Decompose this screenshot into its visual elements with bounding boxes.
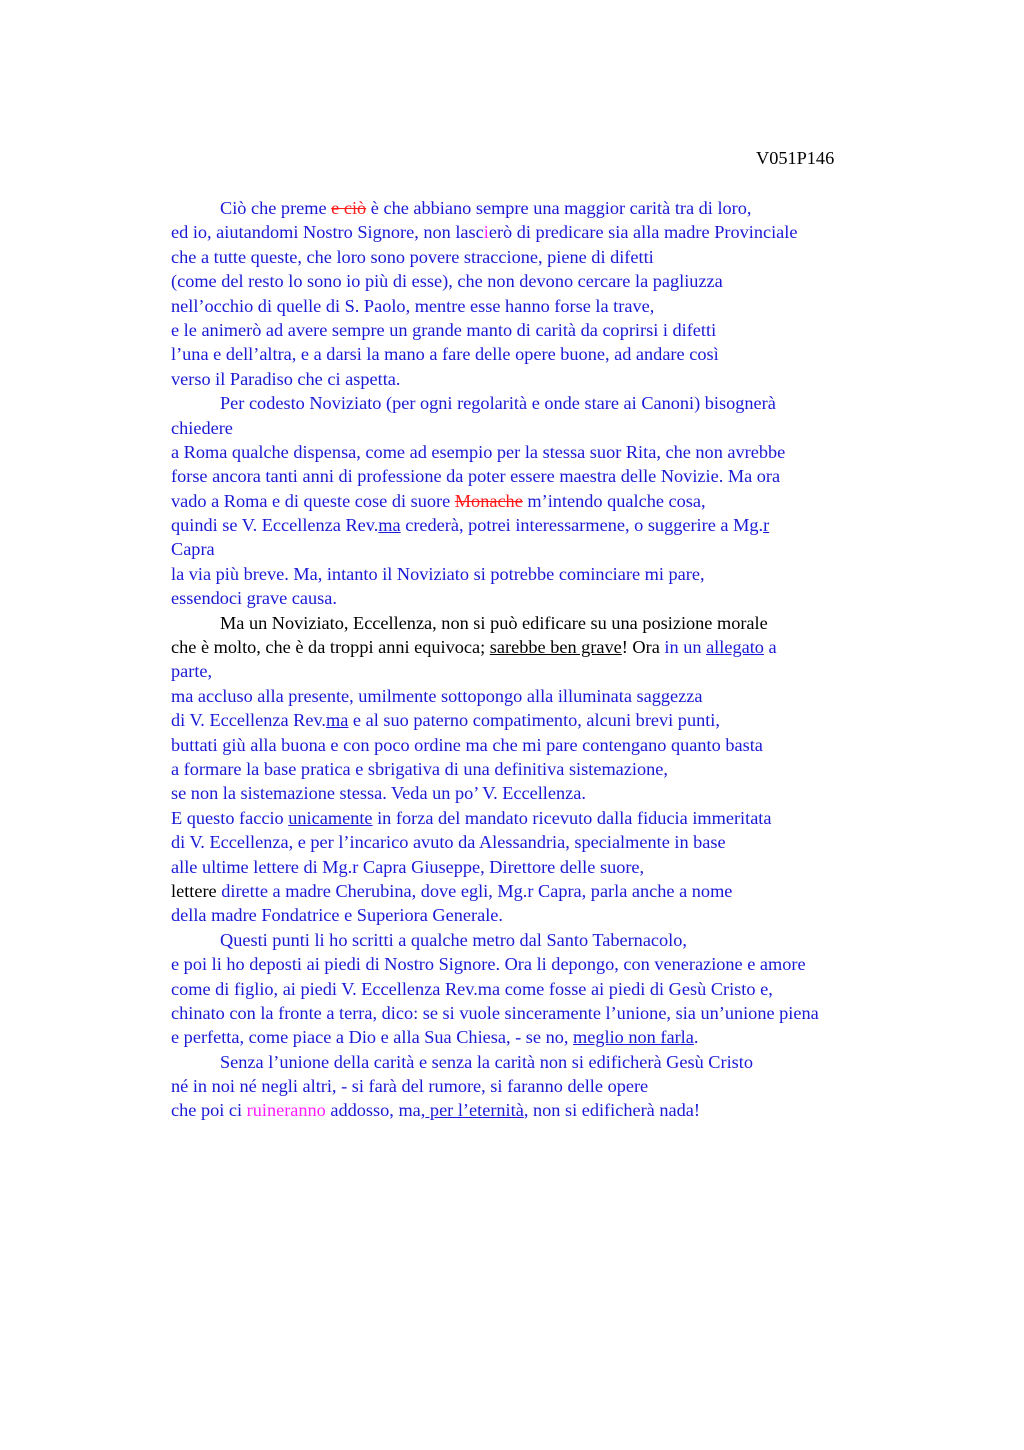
page-id: V051P146 — [756, 148, 835, 168]
underlined-text: ma — [378, 515, 401, 536]
text-line: la via più breve. Ma, intanto il Noviziato si potrebbe cominciare mi pare, — [171, 563, 705, 584]
text-line: Ma un Noviziato, Eccellenza, non si può edificare su una posizione morale — [220, 612, 768, 633]
text-line: nell’occhio di quelle di S. Paolo, mentre esse hanno forse la trave, — [171, 295, 655, 316]
text-line: Questi punti li ho scritti a qualche metro dal Santo Tabernacolo, — [220, 929, 687, 950]
text-line: Senza l’unione della carità e senza la carità non si edificherà Gesù Cristo — [220, 1051, 753, 1072]
deleted-text: Monache — [454, 490, 523, 511]
text-line: che è molto, che è da troppi anni equivoca; sarebbe ben grave! Ora in un allegato a — [171, 637, 777, 658]
text-line: ma accluso alla presente, umilmente sottopongo alla illuminata saggezza — [171, 685, 703, 706]
text-line: come di figlio, ai piedi V. Eccellenza Rev.ma come fosse ai piedi di Gesù Cristo e, — [171, 978, 773, 999]
text-line: essendoci grave causa. — [171, 588, 337, 609]
text-line: Capra — [171, 539, 215, 560]
text-line: Per codesto Noviziato (per ogni regolarità e onde stare ai Canoni) bisognerà — [220, 393, 776, 414]
text-line: verso il Paradiso che ci aspetta. — [171, 368, 401, 389]
text-line: né in noi né negli altri, - si farà del rumore, si faranno delle opere — [171, 1076, 649, 1097]
text-line: Ciò che preme e ciò è che abbiano sempre una maggior carità tra di loro, — [220, 198, 752, 218]
text-line: forse ancora tanti anni di professione da poter essere maestra delle Novizie. Ma ora — [171, 466, 781, 487]
underlined-text: unicamente — [288, 807, 373, 828]
text-line: che a tutte queste, che loro sono povere straccione, piene di difetti — [171, 246, 654, 267]
text-line: a Roma qualche dispensa, come ad esempio per la stessa suor Rita, che non avrebbe — [171, 441, 786, 462]
text-line: lettere dirette a madre Cherubina, dove egli, Mg.r Capra, parla anche a nome — [171, 880, 733, 901]
text-line: parte, — [171, 661, 213, 682]
underlined-text: meglio non farla — [573, 1027, 694, 1048]
text-line: ed io, aiutandomi Nostro Signore, non lascierò di predicare sia alla madre Provinciale — [171, 222, 798, 243]
text-line: chinato con la fronte a terra, dico: se si vuole sinceramente l’unione, sia un’unione piena — [171, 1002, 819, 1023]
underlined-text: r — [763, 515, 770, 536]
underlined-text: allegato — [706, 637, 764, 658]
text-line: e poi li ho deposti ai piedi di Nostro Signore. Ora li depongo, con venerazione e amore — [171, 954, 806, 975]
text-line: e perfetta, come piace a Dio e alla Sua Chiesa, - se no, meglio non farla. — [171, 1027, 699, 1048]
letter-body — [171, 196, 931, 1123]
text-line: buttati giù alla buona e con poco ordine ma che mi pare contengano quanto basta — [171, 734, 763, 755]
text-line: di V. Eccellenza, e per l’incarico avuto da Alessandria, specialmente in base — [171, 832, 726, 853]
text-line: che poi ci ruineranno addosso, ma, per l’eternità, non si edificherà nada! — [171, 1100, 700, 1121]
highlighted-text: ruineranno — [246, 1100, 326, 1121]
underlined-text: per l’eternità — [425, 1100, 524, 1121]
text-line: E questo faccio unicamente in forza del mandato ricevuto dalla fiducia immeritata — [171, 807, 772, 828]
text-line: alle ultime lettere di Mg.r Capra Giuseppe, Direttore delle suore, — [171, 856, 645, 877]
text-line: se non la sistemazione stessa. Veda un po’ V. Eccellenza. — [171, 783, 586, 804]
text-line: l’una e dell’altra, e a darsi la mano a fare delle opere buone, ad andare così — [171, 344, 719, 365]
text-line: e le animerò ad avere sempre un grande manto di carità da coprirsi i difetti — [171, 319, 717, 340]
text-line: di V. Eccellenza Rev.ma e al suo paterno compatimento, alcuni brevi punti, — [171, 710, 720, 731]
text-line: della madre Fondatrice e Superiora Generale. — [171, 905, 503, 926]
underlined-text: sarebbe ben grave — [489, 637, 622, 658]
text-line: vado a Roma e di queste cose di suore Monache m’intendo qualche cosa, — [171, 490, 706, 511]
text-line: quindi se V. Eccellenza Rev.ma crederà, potrei interessarmene, o suggerire a Mg.r — [171, 515, 770, 536]
text-line: (come del resto lo sono io più di esse), che non devono cercare la pagliuzza — [171, 271, 723, 292]
text-line: a formare la base pratica e sbrigativa di una definitiva sistemazione, — [171, 758, 668, 779]
inserted-text: i — [483, 222, 489, 243]
underlined-text: ma — [326, 710, 349, 731]
deleted-text: e ciò — [331, 198, 367, 218]
text-line: chiedere — [171, 417, 233, 438]
